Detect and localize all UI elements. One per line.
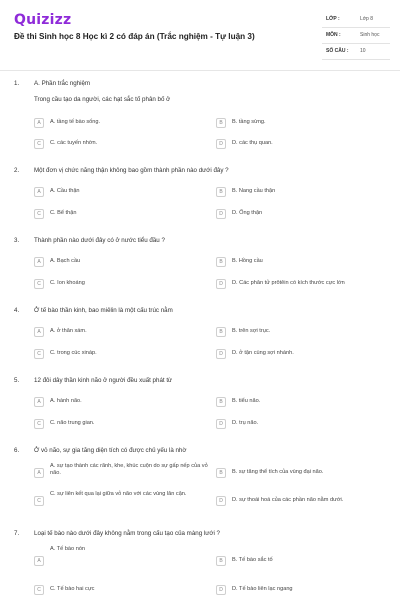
page-title: Đề thi Sinh học 8 Học kì 2 có đáp án (Trắc nghiệm - Tự luận 3): [14, 32, 255, 41]
option-text: B. tầng sừng.: [232, 119, 266, 125]
question-number: 3.: [14, 237, 20, 244]
option-letter-box: C: [34, 209, 44, 219]
option-c[interactable]: [34, 490, 214, 510]
option-a[interactable]: [34, 545, 214, 565]
option-b[interactable]: [216, 185, 396, 199]
meta-row-count: [322, 44, 390, 60]
option-letter-box: C: [34, 279, 44, 289]
question-number: 5.: [14, 377, 20, 384]
question-number: 1.: [14, 80, 20, 87]
option-d[interactable]: [216, 347, 396, 361]
option-letter-box: A: [34, 556, 44, 566]
option-text: B. sự tăng thể tích của vùng đại não.: [232, 469, 324, 475]
option-letter-box: B: [216, 187, 226, 197]
option-text: A. sự tạo thành các rãnh, khe, khúc cuộn do sự gấp nếp của vỏ não.: [50, 463, 208, 476]
option-letter-box: A: [34, 257, 44, 267]
option-text: D. ở tận cùng sợi nhánh.: [232, 350, 294, 356]
meta-value: 10: [360, 48, 366, 54]
option-text: C. Bể thận: [50, 210, 77, 216]
question-text: Ở vỏ não, sự gia tăng diện tích có được chủ yếu là nhờ: [34, 447, 187, 454]
option-letter-box: B: [216, 397, 226, 407]
question-number: 6.: [14, 447, 20, 454]
option-text: D. Tế bào liên lạc ngang: [232, 586, 293, 592]
option-a[interactable]: [34, 185, 214, 199]
option-b[interactable]: [216, 325, 396, 339]
question-text: Loại tế bào nào dưới đây không nằm trong cấu tạo của màng lưới ?: [34, 530, 220, 537]
option-letter-box: D: [216, 496, 226, 506]
option-text: C. Ion khoáng: [50, 280, 85, 286]
option-d[interactable]: [216, 207, 396, 221]
option-c[interactable]: [34, 207, 214, 221]
option-b[interactable]: [216, 255, 396, 269]
option-text: C. trong cúc xináp.: [50, 350, 97, 356]
option-a[interactable]: [34, 395, 214, 409]
option-a[interactable]: [34, 255, 214, 269]
meta-row-subject: [322, 28, 390, 44]
option-text: D. Các phân tử prôtêin có kích thước cực lớn: [232, 280, 345, 286]
option-b[interactable]: [216, 395, 396, 409]
option-text: D. trụ não.: [232, 420, 259, 426]
option-d[interactable]: [216, 490, 396, 510]
option-b[interactable]: [216, 462, 396, 482]
option-letter-box: D: [216, 209, 226, 219]
option-text: A. hành não.: [50, 398, 82, 404]
meta-label: MÔN :: [326, 32, 341, 38]
option-letter-box: B: [216, 556, 226, 566]
question-text: 12 đôi dây thần kinh não ở người đều xuất phát từ: [34, 377, 173, 384]
option-text: B. Hồng cầu: [232, 258, 263, 264]
option-text: B. tiểu não.: [232, 398, 261, 404]
option-c[interactable]: [34, 277, 214, 291]
question-subtext: Trong cầu tạo da người, các hạt sắc tố phân bố ở: [34, 96, 171, 103]
option-c[interactable]: [34, 583, 214, 597]
option-d[interactable]: [216, 583, 396, 597]
meta-value: Lớp 8: [360, 16, 374, 22]
page-header: [0, 0, 400, 72]
option-text: A. tầng tế bào sống.: [50, 119, 101, 125]
option-text: C. các tuyến nhờn.: [50, 140, 98, 146]
option-text: C. sự liên kết qua lại giữa vỏ não với các vùng lân cận.: [50, 491, 187, 497]
meta-label: LỚP :: [326, 16, 340, 22]
option-a[interactable]: [34, 462, 214, 482]
option-c[interactable]: [34, 137, 214, 151]
option-text: A. Bạch cầu: [50, 258, 81, 264]
option-text: C. Tế bào hai cực: [50, 586, 95, 592]
option-letter-box: C: [34, 139, 44, 149]
option-text: A. Tế bào nón: [50, 546, 86, 552]
option-c[interactable]: [34, 347, 214, 361]
question-text: Một đơn vị chức năng thận không bao gồm thành phần nào dưới đây ?: [34, 167, 229, 174]
option-b[interactable]: [216, 116, 396, 130]
question-number: 4.: [14, 307, 20, 314]
option-b[interactable]: [216, 554, 396, 568]
option-letter-box: A: [34, 187, 44, 197]
question-text: A. Phần trắc nghiệm: [34, 80, 91, 87]
option-d[interactable]: [216, 137, 396, 151]
option-letter-box: A: [34, 118, 44, 128]
option-letter-box: A: [34, 397, 44, 407]
option-text: D. Ống thận: [232, 210, 263, 216]
option-d[interactable]: [216, 417, 396, 431]
header-divider: [0, 70, 400, 71]
option-text: A. Cầu thận: [50, 188, 80, 194]
meta-table: [322, 12, 390, 60]
option-letter-box: D: [216, 585, 226, 595]
option-a[interactable]: [34, 325, 214, 339]
option-text: D. các thụ quan.: [232, 140, 273, 146]
option-a[interactable]: [34, 116, 214, 130]
quizizz-logo[interactable]: Quizizz: [14, 12, 72, 28]
question-number: 2.: [14, 167, 20, 174]
meta-row-grade: [322, 12, 390, 28]
question-text: Thành phần nào dưới đây có ở nước tiểu đầu ?: [34, 237, 165, 244]
meta-value: Sinh học: [360, 32, 380, 38]
option-letter-box: D: [216, 139, 226, 149]
question-number: 7.: [14, 530, 20, 537]
option-text: B. trên sợi trục.: [232, 328, 271, 334]
option-letter-box: B: [216, 468, 226, 478]
option-text: C. não trung gian.: [50, 420, 95, 426]
option-d[interactable]: [216, 277, 396, 291]
option-letter-box: D: [216, 349, 226, 359]
option-letter-box: C: [34, 585, 44, 595]
option-letter-box: D: [216, 279, 226, 289]
option-letter-box: B: [216, 118, 226, 128]
option-letter-box: A: [34, 468, 44, 478]
option-letter-box: D: [216, 419, 226, 429]
option-text: A. ở thân xám.: [50, 328, 87, 334]
option-letter-box: C: [34, 349, 44, 359]
option-letter-box: C: [34, 419, 44, 429]
option-letter-box: A: [34, 327, 44, 337]
option-text: D. sự thoái hoá của các phần não nằm dưới.: [232, 497, 344, 503]
option-c[interactable]: [34, 417, 214, 431]
option-text: B. Nang cầu thận: [232, 188, 276, 194]
option-text: B. Tế bào sắc tố: [232, 557, 273, 563]
meta-label: SỐ CÂU :: [326, 48, 349, 54]
option-letter-box: B: [216, 327, 226, 337]
option-letter-box: C: [34, 496, 44, 506]
option-letter-box: B: [216, 257, 226, 267]
question-text: Ở tế bào thần kinh, bao miêlin là một cấu trúc nằm: [34, 307, 173, 314]
